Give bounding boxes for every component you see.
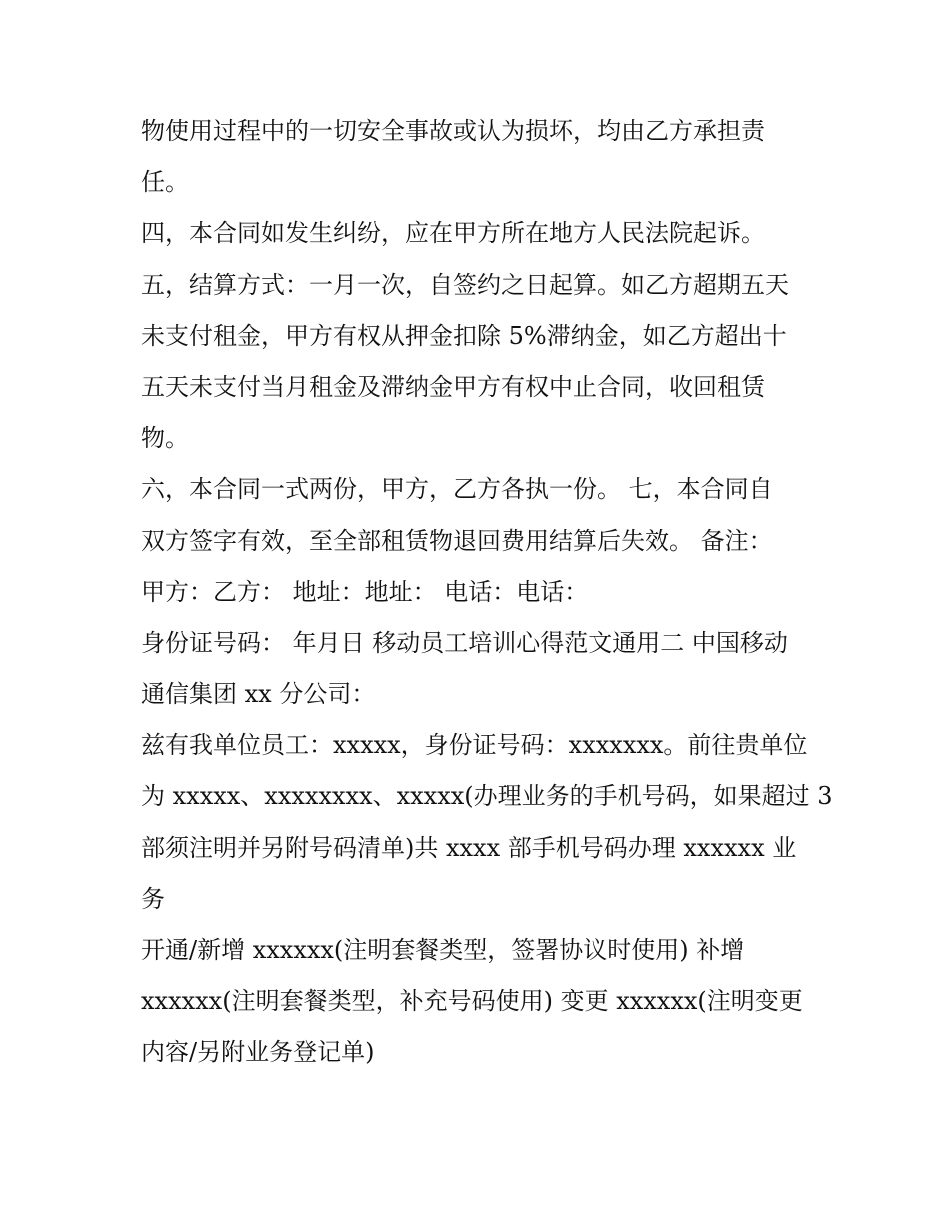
text-line: 双方签字有效，至全部租赁物退回费用结算后失效。 备注： <box>141 526 773 555</box>
text-line: 甲方：乙方： 地址：地址： 电话：电话： <box>141 577 589 606</box>
text-line: 任。 <box>141 168 189 197</box>
text-line: 五，结算方式：一月一次，自签约之日起算。如乙方超期五天 <box>141 270 789 299</box>
text-line: 身份证号码： 年月日 移动员工培训心得范文通用二 中国移动 <box>141 628 788 657</box>
text-line: 物使用过程中的一切安全事故或认为损坏，均由乙方承担责 <box>141 117 765 145</box>
text-line: 六，本合同一式两份，甲方，乙方各执一份。 七，本合同自 <box>141 475 773 504</box>
text-line: 部须注明并另附号码清单)共 xxxx 部手机号码办理 xxxxxx 业 <box>141 833 797 862</box>
text-line: 五天未支付当月租金及滞纳金甲方有权中止合同，收回租赁 <box>141 372 765 401</box>
text-line: 通信集团 xx 分公司： <box>141 680 376 709</box>
text-line: 未支付租金，甲方有权从押金扣除 5%滞纳金，如乙方超出十 <box>141 321 787 350</box>
text-line: 开通/新增 xxxxxx(注明套餐类型，签署协议时使用) 补增 <box>141 936 745 964</box>
text-line: 内容/另附业务登记单) <box>141 1038 375 1067</box>
text-line: 为 xxxxx、xxxxxxxx、xxxxx(办理业务的手机号码，如果超过 3 <box>141 782 833 811</box>
document-body <box>141 106 833 1079</box>
text-line: xxxxxx(注明套餐类型，补充号码使用) 变更 xxxxxx(注明变更 <box>141 987 803 1016</box>
text-line: 务 <box>141 884 165 913</box>
text-line: 四，本合同如发生纠纷，应在甲方所在地方人民法院起诉。 <box>141 219 765 248</box>
text-line: 物。 <box>141 424 189 453</box>
text-line: 兹有我单位员工：xxxxx，身份证号码：xxxxxxx。前往贵单位 <box>141 731 808 760</box>
